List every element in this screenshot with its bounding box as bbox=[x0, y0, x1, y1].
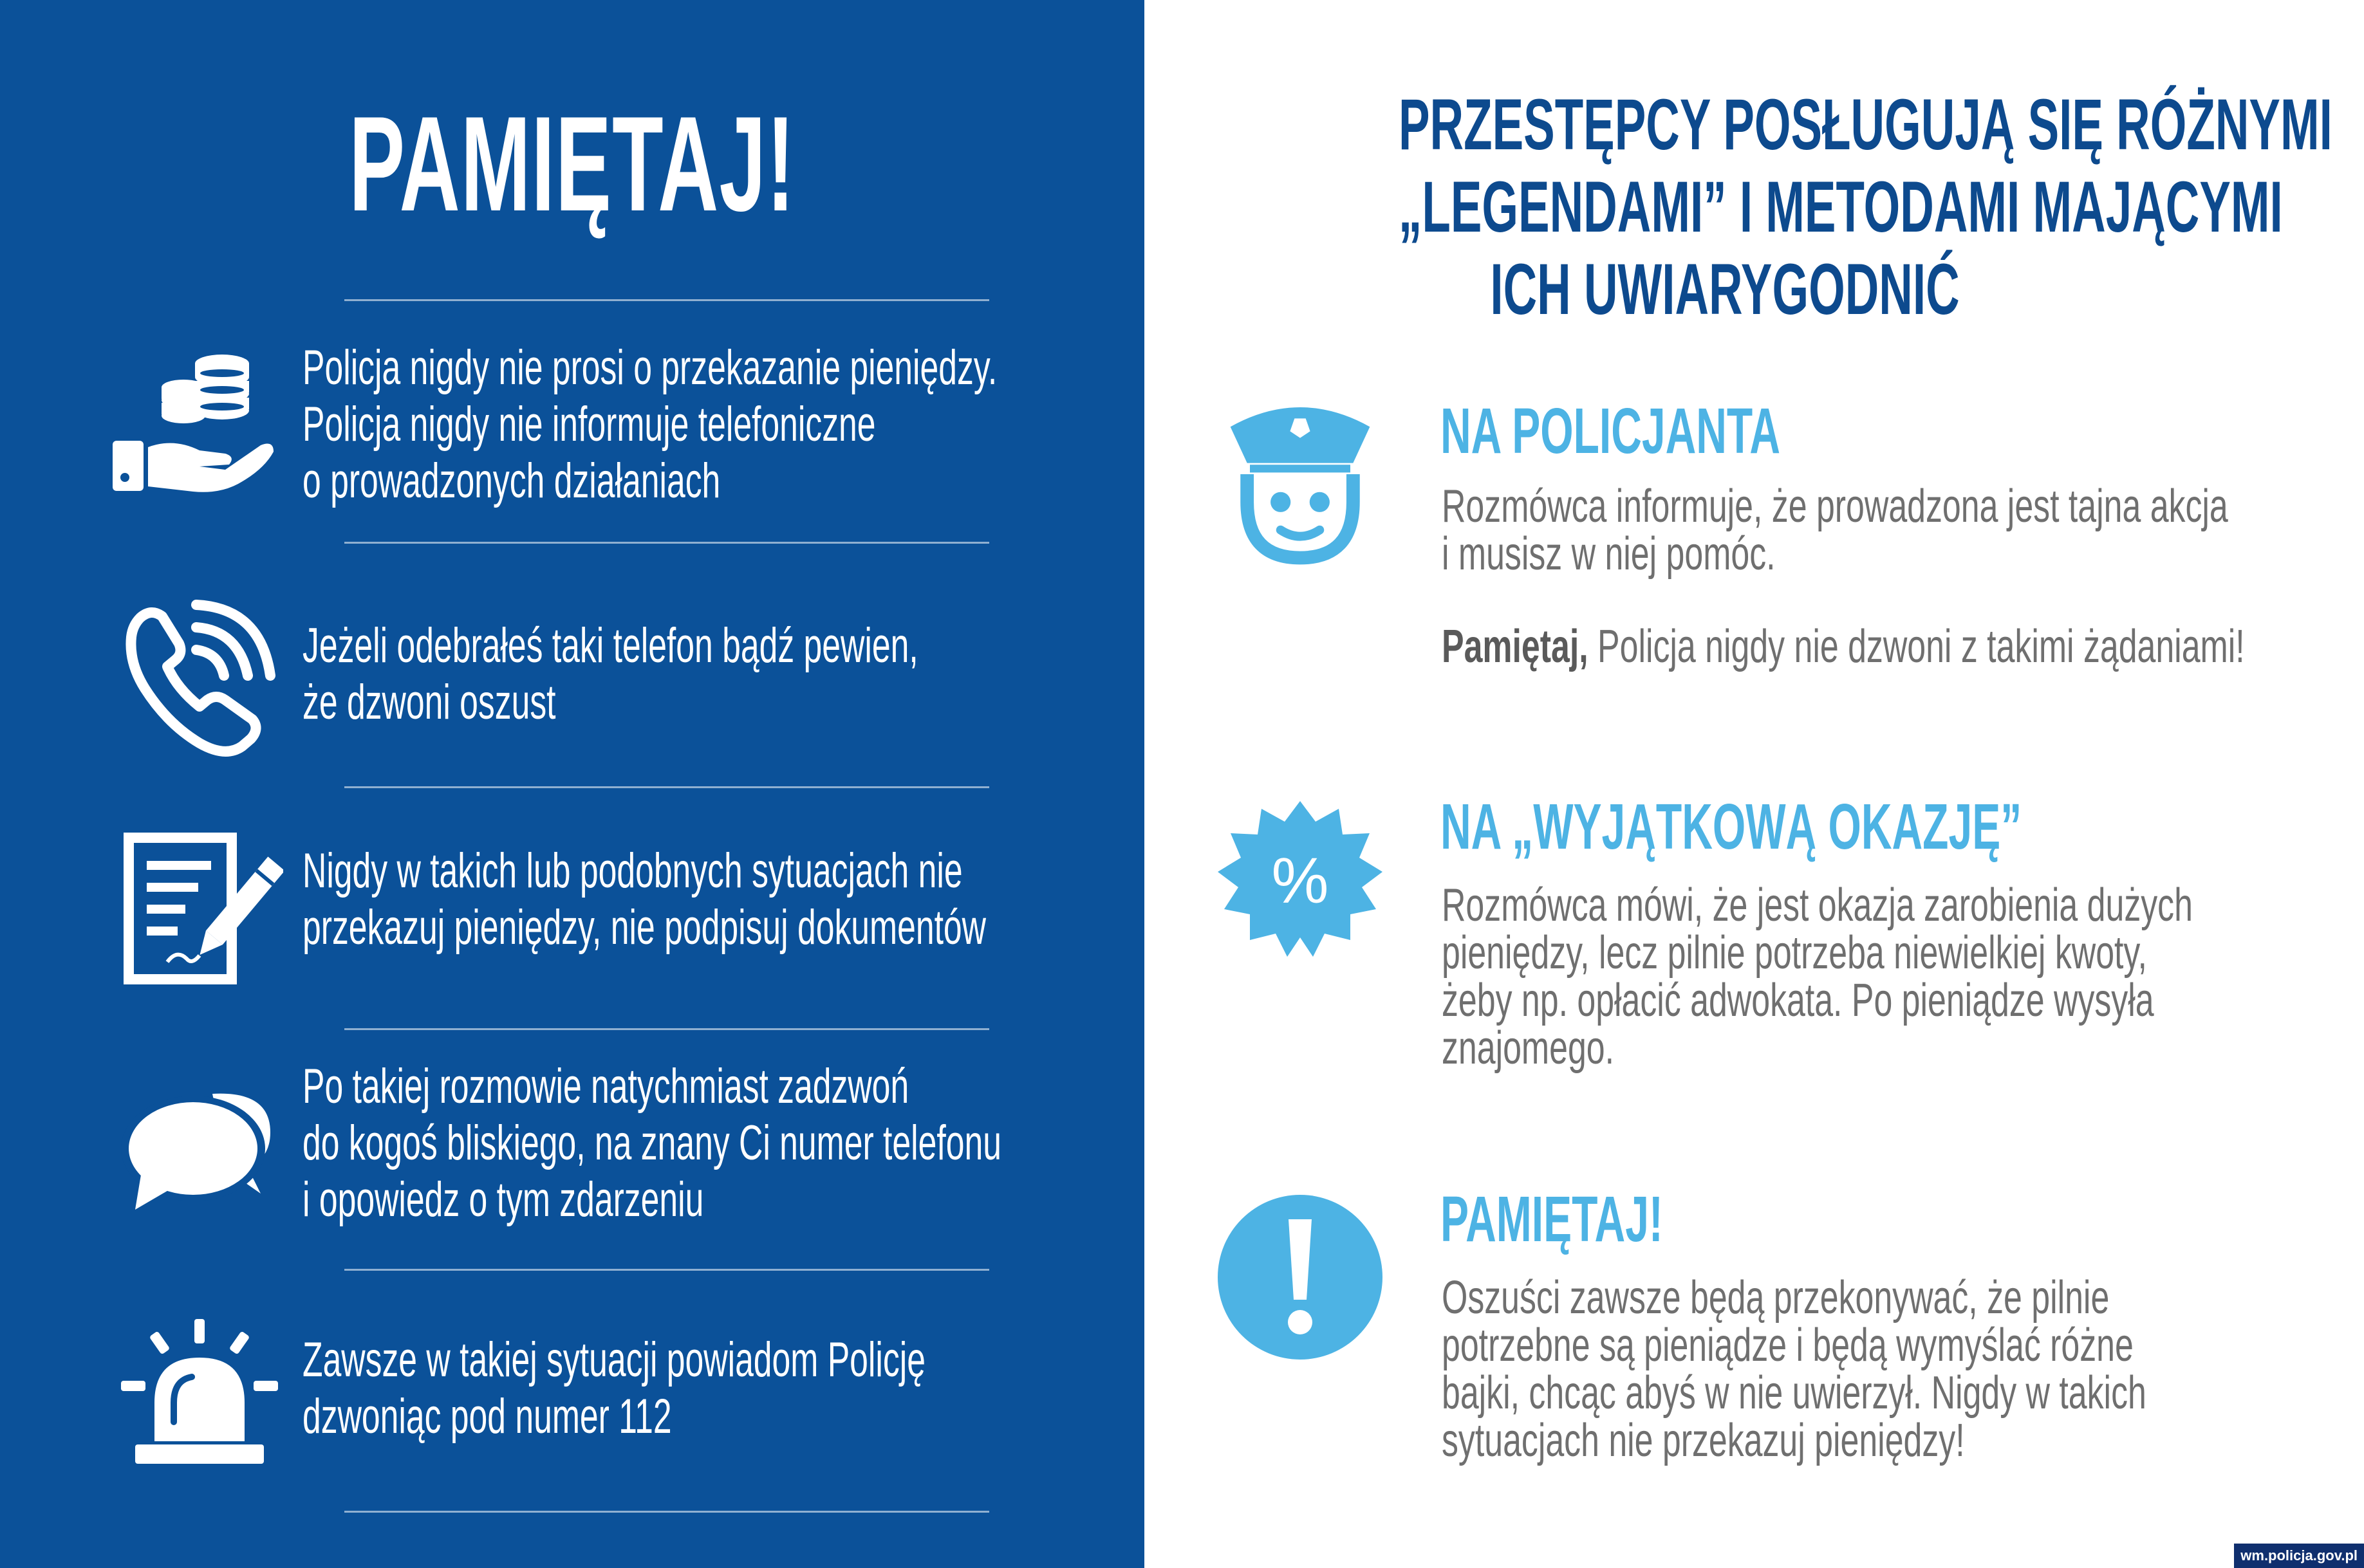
chat-bubbles-icon bbox=[116, 1068, 283, 1235]
tip-line: przekazuj pieniędzy, nie podpisuj dokumentów bbox=[302, 900, 986, 955]
section-line: bajki, chcąc abyś w nie uwierzył. Nigdy w takich bbox=[1442, 1367, 2146, 1419]
tip-line: Nigdy w takich lub podobnych sytuacjach nie bbox=[302, 844, 963, 898]
watermark: wm.policja.gov.pl bbox=[2234, 1544, 2364, 1568]
note-rest: Policja nigdy nie dzwoni z takimi żądaniami! bbox=[1588, 621, 2245, 672]
divider bbox=[344, 786, 989, 788]
section-line: Rozmówca informuje, że prowadzona jest tajna akcja bbox=[1442, 481, 2228, 532]
divider bbox=[344, 1511, 989, 1513]
section-heading: NA „WYJĄTKOWĄ OKAZJĘ” bbox=[1440, 791, 2022, 863]
tip-line: dzwoniąc pod numer 112 bbox=[302, 1389, 672, 1444]
section-line: żeby np. opłacić adwokata. Po pieniądze wysyła bbox=[1442, 975, 2154, 1026]
tip-line: Zawsze w takiej sytuacji powiadom Policję bbox=[302, 1333, 926, 1387]
section-line: sytuacjach nie przekazuj pieniędzy! bbox=[1442, 1415, 1965, 1466]
tip-text bbox=[302, 618, 1099, 731]
right-title-line: „LEGENDAMI” I METODAMI MAJĄCYMI bbox=[1399, 167, 2283, 247]
tip-text bbox=[302, 1332, 1099, 1445]
section-line: Rozmówca mówi, że jest okazja zarobienia dużych bbox=[1442, 880, 2193, 931]
note-bold: Pamiętaj, bbox=[1442, 621, 1588, 672]
divider bbox=[344, 1269, 989, 1271]
section-note bbox=[1442, 623, 2276, 670]
tip-line: do kogoś bliskiego, na znany Ci numer telefonu bbox=[302, 1116, 1001, 1170]
left-panel bbox=[0, 0, 1144, 1568]
tip-line: i opowiedz o tym zdarzeniu bbox=[302, 1172, 704, 1227]
section-heading: NA POLICJANTA bbox=[1440, 395, 1780, 467]
section-body bbox=[1442, 881, 2276, 1072]
document-sign-icon bbox=[116, 830, 283, 997]
money-hand-icon bbox=[109, 335, 277, 502]
tip-text bbox=[302, 340, 1099, 510]
police-officer-icon bbox=[1216, 399, 1384, 566]
tip-line: Jeżeli odebrałeś taki telefon bądź pewien, bbox=[302, 618, 918, 673]
right-title bbox=[1223, 84, 2332, 331]
divider bbox=[344, 542, 989, 544]
siren-icon bbox=[116, 1313, 283, 1480]
tip-line: Policja nigdy nie informuje telefoniczne bbox=[302, 397, 876, 452]
left-title: PAMIĘTAJ! bbox=[349, 88, 796, 239]
phone-icon bbox=[116, 592, 283, 759]
exclamation-icon bbox=[1216, 1194, 1384, 1361]
section-line: znajomego. bbox=[1442, 1022, 1615, 1074]
tip-line: o prowadzonych działaniach bbox=[302, 454, 721, 508]
tip-text bbox=[302, 1058, 1099, 1228]
percent-badge-icon bbox=[1216, 801, 1384, 968]
divider bbox=[344, 1028, 989, 1030]
right-title-line: ICH UWIARYGODNIĆ bbox=[1490, 249, 1960, 329]
section-line: Oszuści zawsze będą przekonywać, że pilnie bbox=[1442, 1272, 2110, 1324]
section-line: potrzebne są pieniądze i będą wymyślać różne bbox=[1442, 1320, 2134, 1371]
right-title-line: PRZESTĘPCY POSŁUGUJĄ SIĘ RÓŻNYMI bbox=[1399, 84, 2332, 165]
section-body bbox=[1442, 483, 2276, 670]
divider bbox=[344, 299, 989, 301]
tip-line: Policja nigdy nie prosi o przekazanie pieniędzy. bbox=[302, 340, 998, 395]
section-heading: PAMIĘTAJ! bbox=[1440, 1183, 1663, 1255]
tip-text bbox=[302, 843, 1099, 956]
tip-line: że dzwoni oszust bbox=[302, 675, 556, 730]
section-body bbox=[1442, 1274, 2276, 1464]
section-line: i musisz w niej pomóc. bbox=[1442, 528, 1776, 580]
badge-symbol: % bbox=[1271, 845, 1329, 917]
section-line: pieniędzy, lecz pilnie potrzeba niewielkiej kwoty, bbox=[1442, 927, 2147, 979]
tip-line: Po takiej rozmowie natychmiast zadzwoń bbox=[302, 1059, 909, 1114]
